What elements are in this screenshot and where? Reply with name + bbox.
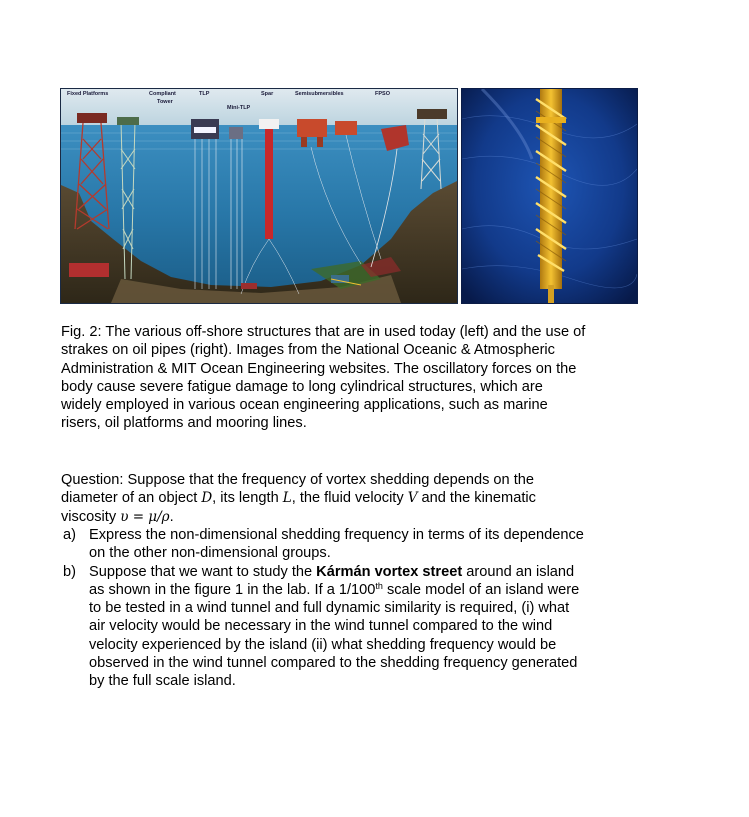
caption-line: Fig. 2: The various off-shore structures that are in used today (left) and the use of bbox=[61, 324, 586, 340]
label-fpso: FPSO bbox=[375, 91, 390, 97]
superscript-th: th bbox=[375, 580, 383, 591]
label-compliant: Compliant bbox=[149, 91, 176, 97]
item-text: as shown in the figure 1 in the lab. If a 1/100 bbox=[89, 581, 376, 598]
question-text: diameter of an object bbox=[61, 490, 202, 507]
list-marker: b) bbox=[63, 563, 76, 580]
question-line bbox=[61, 508, 646, 526]
label-spar: Spar bbox=[261, 91, 274, 97]
list-item-a bbox=[61, 526, 651, 563]
item-line: air velocity would be necessary in the wind tunnel compared to the wind bbox=[89, 618, 553, 635]
question-text: , its length bbox=[212, 490, 283, 507]
figure-caption bbox=[61, 323, 646, 433]
karman-vortex-street-term: Kármán vortex street bbox=[316, 563, 463, 580]
label-fixed-platforms: Fixed Platforms bbox=[67, 91, 109, 97]
label-tlp: TLP bbox=[199, 91, 210, 97]
question-list bbox=[61, 526, 651, 691]
question-paragraph bbox=[61, 471, 646, 526]
caption-line: widely employed in various ocean engineering applications, such as marine bbox=[61, 397, 548, 414]
item-line bbox=[89, 581, 651, 599]
offshore-structures-illustration bbox=[61, 89, 457, 303]
var-d: D bbox=[201, 490, 213, 507]
question-text: viscosity bbox=[61, 508, 121, 525]
question-text: and the kinematic bbox=[417, 490, 536, 507]
item-line: on the other non-dimensional groups. bbox=[89, 545, 331, 562]
item-text: around an island bbox=[462, 563, 575, 580]
list-marker: a) bbox=[63, 527, 76, 543]
caption-line: Administration & MIT Ocean Engineering websites. The oscillatory forces on the bbox=[61, 360, 577, 377]
strakes-pipe-illustration bbox=[462, 89, 637, 303]
viscosity-formula: υ = μ/ρ bbox=[120, 508, 170, 525]
label-tower: Tower bbox=[157, 99, 173, 105]
label-mini-tlp: Mini-TLP bbox=[227, 105, 251, 111]
question-line: Question: Suppose that the frequency of vortex shedding depends on the bbox=[61, 472, 535, 488]
item-line: Express the non-dimensional shedding frequency in terms of its dependence bbox=[89, 527, 584, 543]
strakes-pipe-image bbox=[461, 88, 638, 304]
question-line bbox=[61, 489, 646, 507]
var-v: V bbox=[407, 490, 418, 507]
item-line: velocity experienced by the island (ii) what shedding frequency would be bbox=[89, 636, 557, 653]
label-semisubmersibles: Semisubmersibles bbox=[295, 91, 344, 97]
question-text: . bbox=[169, 508, 174, 525]
item-text: scale model of an island were bbox=[382, 581, 580, 598]
item-line: to be tested in a wind tunnel and full dynamic similarity is required, (i) what bbox=[89, 600, 570, 617]
var-l: L bbox=[282, 490, 292, 507]
item-line: by the full scale island. bbox=[89, 673, 236, 690]
list-item-b bbox=[61, 563, 651, 691]
caption-line: strakes on oil pipes (right). Images from the National Oceanic & Atmospheric bbox=[61, 342, 555, 359]
item-line bbox=[89, 563, 651, 581]
offshore-structures-image bbox=[60, 88, 458, 304]
item-line: observed in the wind tunnel compared to the shedding frequency generated bbox=[89, 655, 578, 672]
caption-line: body cause severe fatigue damage to long cylindrical structures, which are bbox=[61, 378, 543, 395]
question-text: , the fluid velocity bbox=[291, 490, 408, 507]
caption-line: risers, oil platforms and mooring lines. bbox=[61, 415, 307, 432]
item-text: Suppose that we want to study the bbox=[89, 563, 317, 580]
